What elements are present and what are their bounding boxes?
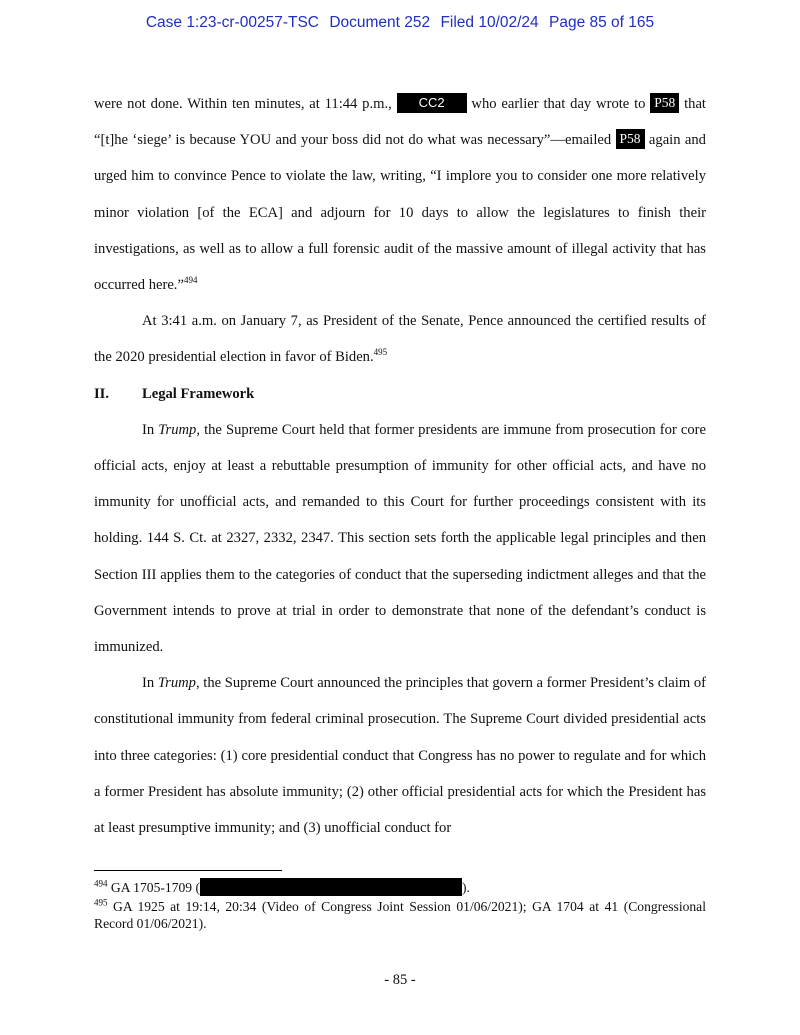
section-title: Legal Framework <box>142 385 255 402</box>
paragraph-4: In Trump, the Supreme Court announced the principles that govern a former President’s claim of constitutional immunity from federal criminal prosecution. The Supreme Court divided presidential acts into three categories: (1) core presidential conduct that Congress has no power to regulate and for which a former President has absolute immunity; (2) other official presidential acts for which the President has at least presumptive immunity; and (3) unofficial conduct for <box>94 675 706 837</box>
paragraph-2: At 3:41 a.m. on January 7, as President of the Senate, Pence announced the certified results of the 2020 presidential election in favor of Biden.$^{495}$ <box>94 313 706 366</box>
footnote-ref-495: 495 <box>373 347 388 358</box>
section-number: II. <box>94 385 110 402</box>
footnote-divider <box>94 870 282 871</box>
case-number: Case 1:23-cr-00257-TSC <box>145 14 319 31</box>
redaction-cc2: CC2 <box>397 93 467 113</box>
footnote-ref-494: 494 <box>183 275 198 286</box>
case-name-italic: Trump <box>158 421 197 438</box>
page-number: - 85 - <box>384 972 416 988</box>
footnote-494: $^{494}$ GA 1705-1709 ( ). <box>94 878 470 895</box>
page-of-total: Page 85 of 165 <box>549 14 655 31</box>
paragraph-1: were not done. Within ten minutes, at 11:44 p.m., CC2 who earlier that day wrote to P58 that “[t]he ‘siege’ is because YOU and your boss did not do what was necessary”—emailed P58 again and urged him to convince Pence to violate the law, writing, “I implore you to consider one more relatively minor violation [of the ECA] and adjourn for 10 days to allow the legislatures to finish their investigations, as well as to allow a full forensic audit of the massive amount of illegal activity that has occurred here.”$^{494}$ <box>94 95 706 294</box>
redaction-p58: P58 <box>650 93 679 113</box>
filed-date: Filed 10/02/24 <box>440 14 539 31</box>
case-name-italic: Trump <box>157 675 196 692</box>
footnotes <box>94 878 706 934</box>
document-body <box>94 86 706 846</box>
document-number: Document 252 <box>329 14 431 31</box>
footnote-495: $^{495}$ GA 1925 at 19:14, 20:34 (Video of Congress Joint Session 01/06/2021); GA 1704 at 41 (Congressional Record 01/06/2021). <box>94 897 706 931</box>
redaction-block <box>200 878 462 896</box>
ecf-header <box>0 14 800 32</box>
redaction-p58: P58 <box>616 129 645 149</box>
paragraph-3: In Trump, the Supreme Court held that former presidents are immune from prosecution for core official acts, enjoy at least a rebuttable presumption of immunity for other official acts, and have no immunity for unofficial acts, and remanded to this Court for further proceedings consistent with its holding. 144 S. Ct. at 2327, 2332, 2347. This section sets forth the applicable legal principles and then Section III applies them to the categories of conduct that the superseding indictment alleges and that the Government intends to prove at trial in order to demonstrate that none of the defendant’s conduct is immunized. <box>94 421 706 656</box>
section-heading <box>94 376 706 412</box>
